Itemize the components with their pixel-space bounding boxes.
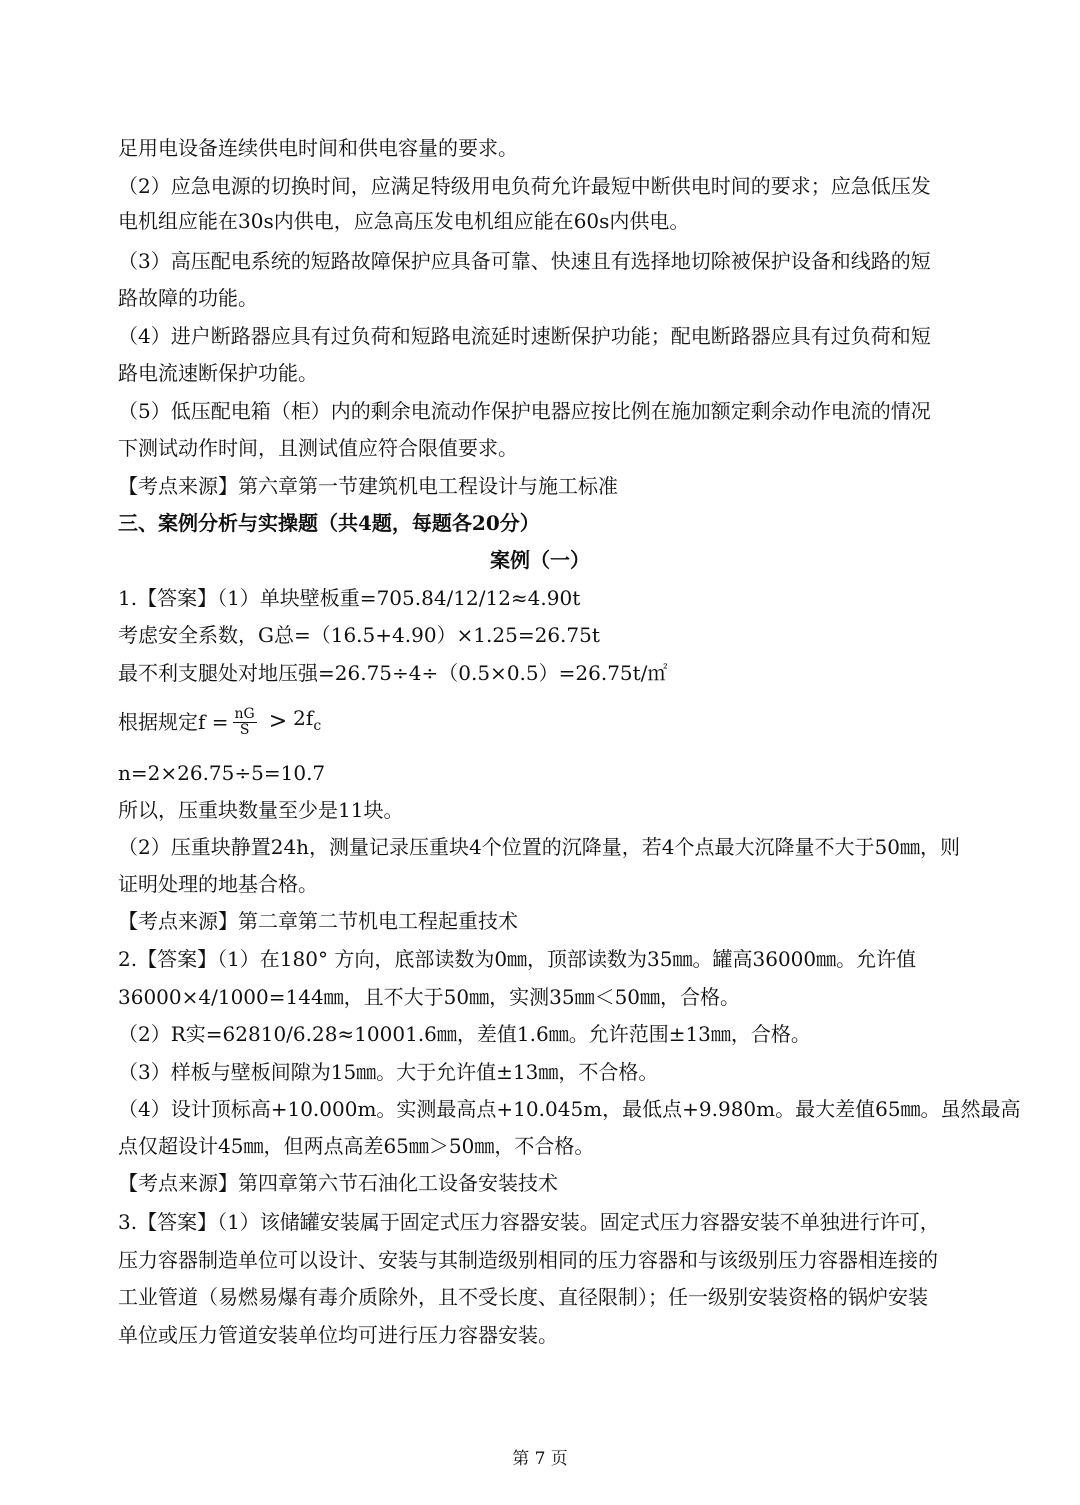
formula-rhs-base: 2f [293,706,314,730]
page-number: 第 7 页 [512,1449,568,1469]
text-line: 所以，压重块数量至少是11块。 [118,798,404,822]
text-line: （2）应急电源的切换时间，应满足特级用电负荷允许最短中断供电时间的要求；应急低压发 [118,174,931,198]
text-line: 点仅超设计45㎜，但两点高差65㎜＞50㎜，不合格。 [118,1134,595,1158]
text-line: 最不利支腿处对地压强=26.75÷4÷（0.5×0.5）=26.75t/㎡ [118,661,668,685]
text-line: 证明处理的地基合格。 [118,872,318,896]
formula-rhs-subscript: c [313,718,322,734]
text-line: 2.【答案】（1）在180° 方向，底部读数为0㎜，顶部读数为35㎜。罐高36000㎜。允许值 [118,947,917,971]
text-line: n=2×26.75÷5=10.7 [118,761,326,785]
text-line: 电机组应能在30s内供电，应急高压发电机组应能在60s内供电。 [118,209,690,233]
source-note: 【考点来源】第四章第六节石油化工设备安装技术 [118,1171,558,1195]
text-line: （2）R实=62810/6.28≈10001.6㎜，差值1.6㎜。允许范围±13㎜，合格。 [118,1022,811,1046]
text-line: 工业管道（易燃易爆有毒介质除外，且不受长度、直径限制）；任一级别安装资格的锅炉安装 [118,1285,928,1309]
text-line: 下测试动作时间，且测试值应符合限值要求。 [118,436,518,460]
case-title: 案例（一） [490,548,590,572]
formula [118,704,321,740]
text-line: （3）高压配电系统的短路故障保护应具备可靠、快速且有选择地切除被保护设备和线路的短 [118,249,931,273]
text-line: （2）压重块静置24h，测量记录压重块4个位置的沉降量，若4个点最大沉降量不大于50㎜，则 [118,835,960,859]
text-line: 路故障的功能。 [118,286,258,310]
text-line: 足用电设备连续供电时间和供电容量的要求。 [118,136,518,160]
source-note: 【考点来源】第六章第一节建筑机电工程设计与施工标准 [118,474,618,498]
text-line: 考虑安全系数，G总=（16.5+4.90）×1.25=26.75t [118,623,600,647]
source-note: 【考点来源】第二章第二节机电工程起重技术 [118,909,518,933]
text-line: （5）低压配电箱（柜）内的剩余电流动作保护电器应按比例在施加额定剩余动作电流的情况 [118,399,931,423]
formula-fraction [233,707,257,738]
formula-numerator: nG [234,705,255,722]
text-line: 36000×4/1000=144㎜，且不大于50㎜，实测35㎜＜50㎜，合格。 [118,985,741,1009]
text-line: 路电流速断保护功能。 [118,361,318,385]
text-line: 1.【答案】（1）单块壁板重=705.84/12/12≈4.90t [118,586,581,610]
text-line: 压力容器制造单位可以设计、安装与其制造级别相同的压力容器和与该级别压力容器相连接的 [118,1248,938,1272]
text-line: 单位或压力管道安装单位均可进行压力容器安装。 [118,1323,558,1347]
formula-rhs [293,704,321,740]
formula-denominator: S [239,721,250,738]
text-line: （4）进户断路器应具有过负荷和短路电流延时速断保护功能；配电断路器应具有过负荷和短 [118,324,931,348]
formula-operator: > [268,709,288,734]
text-line: （3）样板与壁板间隙为15㎜。大于允许值±13㎜，不合格。 [118,1060,659,1084]
formula-prefix: 根据规定f = [118,710,229,734]
text-line: 3.【答案】（1）该储罐安装属于固定式压力容器安装。固定式压力容器安装不单独进行许可， [118,1210,940,1234]
section-heading: 三、案例分析与实操题（共4题，每题各20分） [118,511,540,535]
text-line: （4）设计顶标高+10.000m。实测最高点+10.045m，最低点+9.980m。最大差值65㎜。虽然最高 [118,1097,1021,1121]
